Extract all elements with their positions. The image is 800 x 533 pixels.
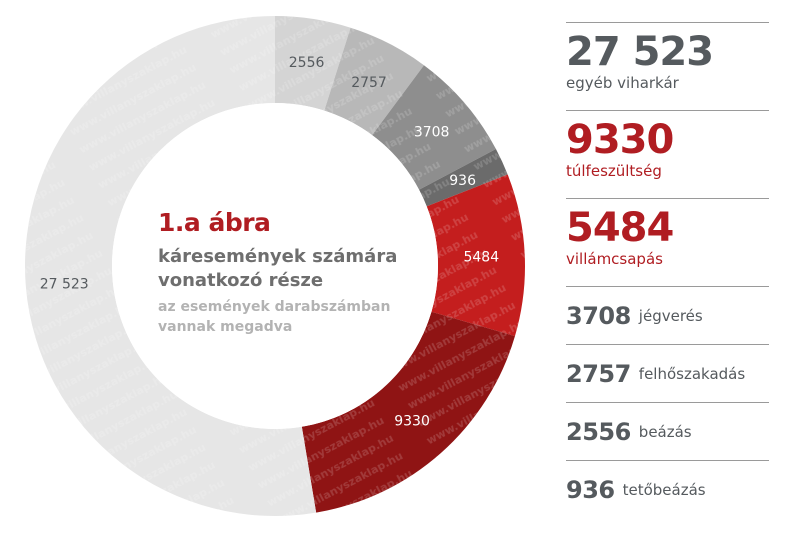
chart-title: 1.a ábra [158, 208, 271, 237]
legend-label: túlfeszültség [566, 162, 662, 180]
legend-value: 9330 [566, 117, 674, 163]
slice-label-felhoszakadas: 2757 [351, 75, 387, 92]
legend-label: beázás [638, 422, 692, 441]
legend-item-tulfeszultseg [566, 110, 769, 198]
legend-value: 2757 [566, 359, 631, 388]
legend-value: 5484 [566, 205, 674, 251]
chart-note-line-1: az események darabszámban [158, 299, 391, 315]
chart-subtitle-line-1: káresemények számára [158, 246, 398, 267]
legend-value: 27 523 [566, 29, 714, 75]
legend-label: tetőbeázás [622, 480, 706, 499]
slice-label-tulfeszultseg: 9330 [394, 413, 430, 430]
slice-label-villamcsapas: 5484 [463, 249, 500, 266]
legend-item-villamcsapas [566, 198, 769, 286]
legend-item-beazas [566, 402, 769, 460]
legend-value: 936 [566, 475, 615, 504]
slice-label-tetobeazas: 936 [449, 172, 477, 189]
legend-item-egyeb-viharkar [566, 22, 769, 110]
legend-value: 2556 [566, 417, 631, 446]
chart-note-line-2: vannak megadva [158, 319, 293, 335]
legend-item-jegveres [566, 286, 769, 344]
legend [566, 22, 769, 518]
legend-label: egyéb viharkár [566, 74, 679, 92]
legend-label: jégverés [638, 306, 703, 325]
legend-label: villámcsapás [566, 250, 663, 268]
chart-subtitle-line-2: vonatkozó része [158, 270, 324, 291]
legend-label: felhőszakadás [638, 364, 746, 383]
slice-label-egyeb-viharkar: 27 523 [39, 276, 89, 293]
slice-label-beazas: 2556 [288, 54, 325, 71]
legend-value: 3708 [566, 301, 631, 330]
legend-item-felhoszakadas [566, 344, 769, 402]
slice-label-jegveres: 3708 [413, 124, 450, 141]
legend-item-tetobeazas [566, 460, 769, 518]
